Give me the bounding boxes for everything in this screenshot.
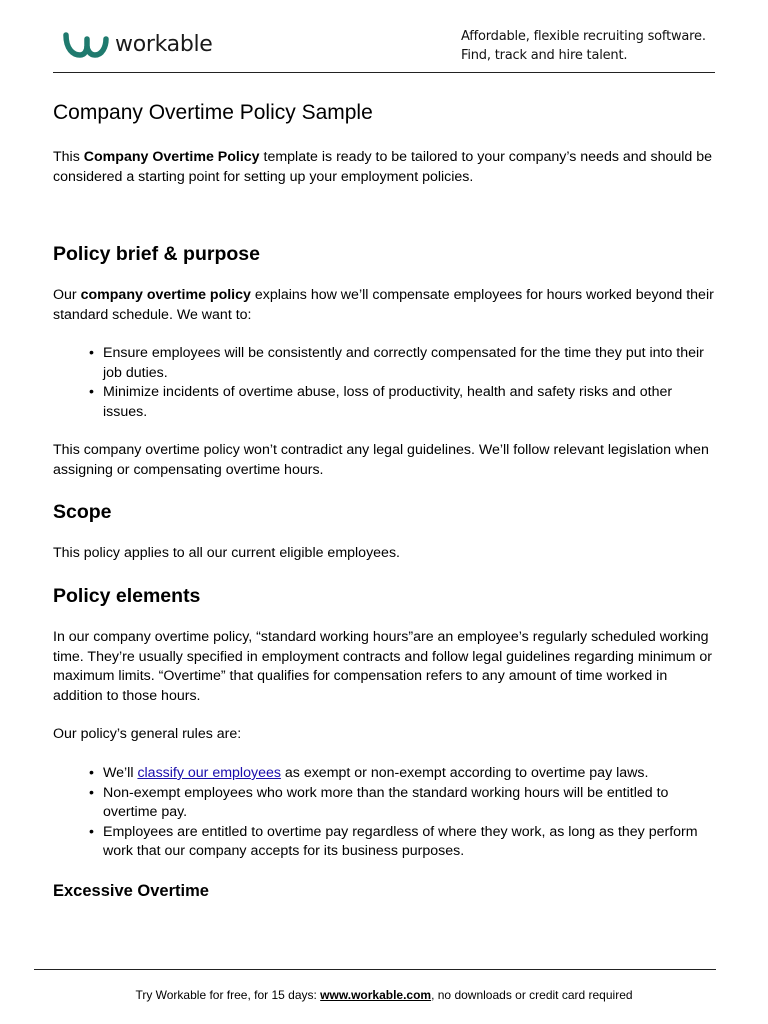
tagline-line-1: Affordable, flexible recruiting software. bbox=[461, 29, 706, 44]
footer-text-pre: Try Workable for free, for 15 days: bbox=[135, 988, 321, 1002]
list-item bbox=[53, 344, 718, 383]
footer-divider bbox=[34, 969, 716, 970]
brief-text-post: explains how we’ll compensate employees for hours worked beyond their standard schedule. We want to: bbox=[53, 287, 714, 323]
scope-paragraph: This policy applies to all our current eligible employees. bbox=[53, 545, 400, 561]
footer-text-post: , no downloads or credit card required bbox=[431, 988, 633, 1002]
page-title: Company Overtime Policy Sample bbox=[53, 101, 373, 124]
section-heading-elements: Policy elements bbox=[53, 585, 201, 607]
list-item bbox=[53, 823, 718, 862]
brief-paragraph-2: This company overtime policy won’t contradict any legal guidelines. We’ll follow relevant legislation when assigning or compensating overtime hours. bbox=[53, 442, 709, 478]
bullet-icon: • bbox=[89, 345, 94, 361]
elements-paragraph-2: Our policy’s general rules are: bbox=[53, 726, 242, 742]
list-item bbox=[53, 383, 718, 422]
elements-paragraph-1: In our company overtime policy, “standard working hours”are an employee’s regularly scheduled working time. They’re usually specified in employment contracts and follow legal guidelines regarding minimum or maximum limits. “Overtime” that qualifies for compensation refers to any amount of time worked in addition to those hours. bbox=[53, 629, 712, 704]
workable-logo-icon bbox=[63, 31, 109, 59]
workable-website-link[interactable]: www.workable.com bbox=[320, 988, 432, 1002]
brief-text-pre: Our bbox=[53, 287, 81, 303]
page-footer bbox=[0, 987, 768, 1003]
intro-bold: Company Overtime Policy bbox=[83, 149, 260, 165]
list-item bbox=[53, 784, 718, 823]
intro-paragraph bbox=[53, 148, 718, 187]
list-item-text: Employees are entitled to overtime pay regardless of where they work, as long as they perform work that our company accepts for its business purposes. bbox=[103, 823, 698, 859]
list-item-text-post: as exempt or non-exempt according to overtime pay laws. bbox=[280, 765, 649, 781]
brief-bullet-list bbox=[53, 344, 718, 422]
bullet-icon: • bbox=[89, 384, 94, 400]
classify-employees-link[interactable]: classify our employees bbox=[137, 765, 281, 781]
logo-wordmark: workable bbox=[115, 32, 213, 57]
section-heading-brief: Policy brief & purpose bbox=[53, 243, 260, 265]
list-item-text: We’ll bbox=[103, 765, 138, 781]
bullet-icon: • bbox=[89, 823, 94, 840]
workable-logo[interactable] bbox=[63, 30, 213, 60]
list-item-text: Ensure employees will be consistently and correctly compensated for the time they put into their job duties. bbox=[103, 345, 704, 381]
list-item bbox=[53, 764, 718, 784]
bullet-icon: • bbox=[89, 765, 94, 781]
list-item-text: Minimize incidents of overtime abuse, loss of productivity, health and safety risks and other issues. bbox=[103, 384, 673, 420]
brief-paragraph-1 bbox=[53, 286, 718, 325]
section-heading-excessive: Excessive Overtime bbox=[53, 882, 209, 900]
page-header bbox=[0, 0, 768, 74]
intro-text-pre: This bbox=[53, 149, 84, 165]
header-tagline bbox=[461, 27, 706, 65]
header-divider bbox=[53, 72, 715, 73]
bullet-icon: • bbox=[89, 784, 94, 801]
list-item-text: Non-exempt employees who work more than the standard working hours will be entitled to overtime pay. bbox=[103, 784, 669, 820]
intro-text-post: template is ready to be tailored to your company’s needs and should be considered a starting point for setting up your employment policies. bbox=[53, 149, 713, 185]
section-heading-scope: Scope bbox=[53, 501, 112, 523]
tagline-line-2: Find, track and hire talent. bbox=[461, 48, 628, 63]
brief-bold: company overtime policy bbox=[80, 287, 251, 303]
rules-bullet-list bbox=[53, 764, 718, 862]
